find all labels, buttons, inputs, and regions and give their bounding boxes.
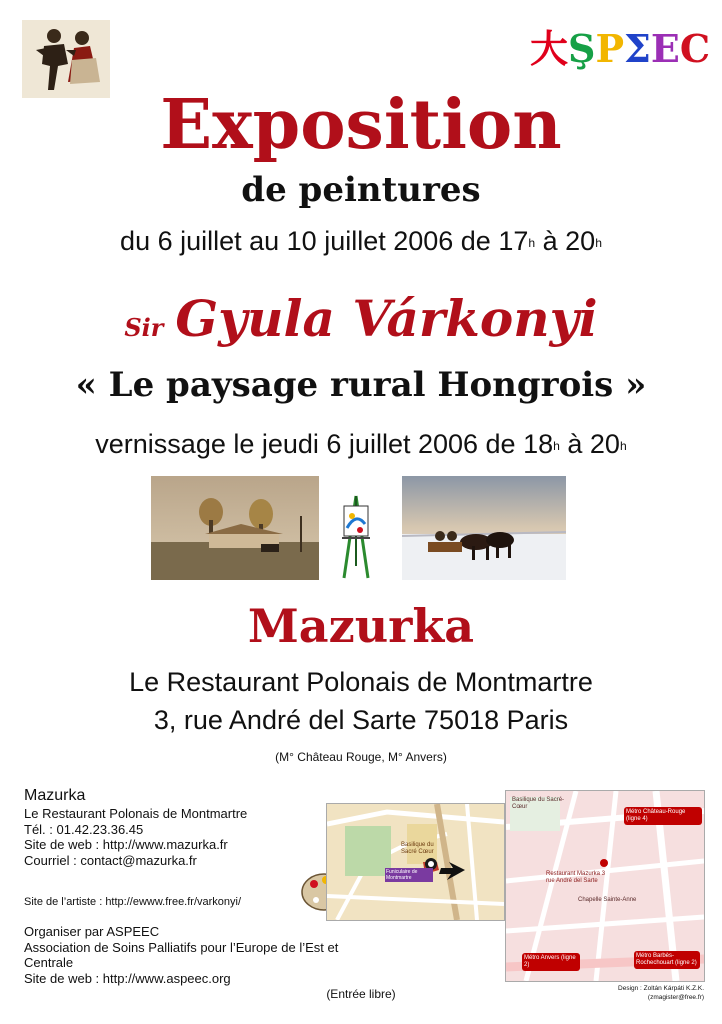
venue-address: 3, rue André del Sarte 75018 Paris bbox=[153, 705, 569, 735]
exposition-title: Exposition bbox=[160, 85, 562, 165]
info-phone: Tél. : 01.42.23.36.45 bbox=[24, 821, 144, 837]
venue-metro: (M° Château Rouge, M° Anvers) bbox=[275, 750, 447, 764]
logo-letter: C bbox=[679, 26, 711, 71]
exposition-theme: « Le paysage rural Hongrois » bbox=[75, 365, 647, 405]
artist-name bbox=[0, 284, 722, 366]
artist-prefix: Sir bbox=[124, 313, 164, 342]
organizer-line: Organiser par ASPEEC bbox=[24, 924, 160, 939]
map-label: Basilique du Sacré Cœur bbox=[401, 842, 434, 855]
map-label: Métro Château-Rouge (ligne 4) bbox=[624, 807, 702, 825]
map-label: Métro Barbès-Rochechouart (ligne 2) bbox=[634, 951, 700, 969]
map-label: Basilique du Sacré-Cœur bbox=[512, 797, 565, 810]
info-line: Le Restaurant Polonais de Montmartre bbox=[24, 806, 248, 821]
map-label: Chapelle Sainte-Anne bbox=[578, 897, 637, 903]
painting-sleigh bbox=[402, 476, 566, 580]
map-label: Restaurant Mazurka 3 rue André del Sarte bbox=[546, 871, 606, 884]
credit-line: (zmagister@free.fr) bbox=[647, 994, 704, 1001]
logo-letter: Ş bbox=[568, 26, 596, 71]
logo-letter: E bbox=[650, 26, 680, 71]
map-label: Métro Anvers (ligne 2) bbox=[522, 953, 580, 971]
logo-letter: P bbox=[595, 26, 625, 71]
design-credit bbox=[560, 984, 704, 1002]
painting-farmhouse bbox=[151, 476, 319, 580]
exposition-dates: du 6 juillet au 10 juillet 2006 de 17$^h$ à 20$^h$ bbox=[120, 226, 602, 256]
organizer-website-link[interactable]: Site de web : http://www.aspeec.org bbox=[24, 970, 231, 986]
entry-free: (Entrée libre) bbox=[326, 987, 396, 1001]
map-label: Funiculaire de Montmartre bbox=[385, 868, 433, 882]
contact-info bbox=[24, 786, 354, 868]
exposition-subtitle: de peintures bbox=[241, 170, 481, 210]
organizer-info bbox=[24, 924, 364, 986]
info-website-link[interactable]: Site de web : http://www.mazurka.fr bbox=[24, 837, 228, 852]
easel-icon bbox=[338, 494, 374, 580]
info-email-link[interactable]: Courriel : contact@mazurka.fr bbox=[24, 852, 197, 868]
map-mazurka-detail[interactable] bbox=[505, 790, 705, 982]
organizer-line: Association de Soins Palliatifs pour l’Europe de l’Est et Centrale bbox=[24, 939, 339, 970]
credit-line: Design : Zoltán Kárpáti K.Z.K. bbox=[618, 985, 704, 992]
aspeec-logo bbox=[530, 18, 710, 70]
venue-name: Mazurka bbox=[247, 599, 475, 653]
map-montmartre-overview[interactable] bbox=[326, 803, 505, 921]
logo-letter: Σ bbox=[624, 26, 651, 71]
artist-website-link[interactable]: Site de l’artiste : http://ewww.free.fr/varkonyi/ bbox=[24, 896, 242, 908]
info-heading: Mazurka bbox=[24, 787, 86, 804]
logo-letter: 大 bbox=[530, 26, 569, 71]
artist-fullname: Gyula Várkonyi bbox=[175, 289, 598, 348]
vernissage-line: vernissage le jeudi 6 juillet 2006 de 18$^h$ à 20$^h$ bbox=[95, 429, 627, 459]
venue-subtitle: Le Restaurant Polonais de Montmartre bbox=[129, 667, 593, 697]
